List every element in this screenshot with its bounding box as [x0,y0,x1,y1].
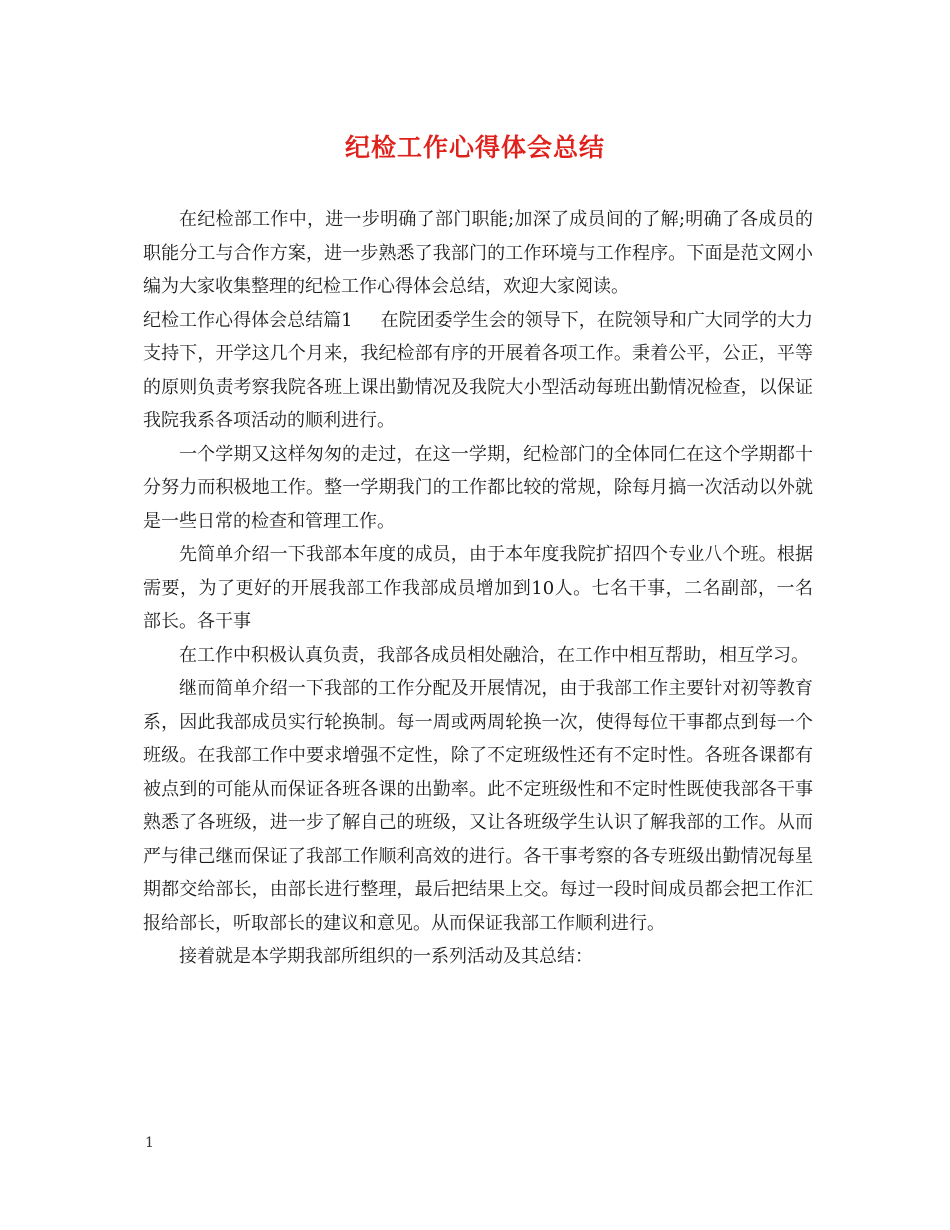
body-paragraph-5: 接着就是本学期我部所组织的一系列活动及其总结： [179,946,593,967]
section-heading: 纪检工作心得体会总结篇1 [143,309,353,331]
body-paragraph-3: 在工作中积极认真负责，我部各成员相处融洽，在工作中相互帮助，相互学习。 [179,644,809,666]
section-text: 在院团委学生会的领导下，在院领导和广大同学的大力支持下，开学这几个月来，我纪检部有序的开展着各项工作。秉着公平，公正，平等的原则负责考察我院各班上课出勤情况及我院大小型活动每班出勤情况检查，以保证我院我系各项活动的顺利进行。 [143,309,813,431]
body-paragraph-2: 先简单介绍一下我部本年度的成员，由于本年度我院扩招四个专业八个班。根据需要，为了更好的开展我部工作我部成员增加到10人。七名干事，二名副部，一名部长。各干事 [143,544,813,632]
document-title: 纪检工作心得体会总结 [344,133,605,162]
intro-paragraph: 在纪检部工作中，进一步明确了部门职能;加深了成员间的了解;明确了各成员的职能分工与合作方案，进一步熟悉了我部门的工作环境与工作程序。下面是范文网小编为大家收集整理的纪检工作心得体会总结，欢迎大家阅读。 [143,209,813,297]
body-paragraph-4: 继而简单介绍一下我部的工作分配及开展情况，由于我部工作主要针对初等教育系，因此我部成员实行轮换制。每一周或两周轮换一次，使得每位干事都点到每一个班级。在我部工作中要求增强不定性，除了不定班级性还有不定时性。各班各课都有被点到的可能从而保证各班各课的出勤率。此不定班级性和不定时性既使我部各干事熟悉了各班级，进一步了解自己的班级，又让各班级学生认识了解我部的工作。从而严与律己继而保证了我部工作顺利高效的进行。各干事考察的各专班级出勤情况每星期都交给部长，由部长进行整理，最后把结果上交。每过一段时间成员都会把工作汇报给部长，听取部长的建议和意见。从而保证我部工作顺利进行。 [143,678,813,934]
page-number: 1 [145,1135,154,1151]
body-paragraph-1: 一个学期又这样匆匆的走过，在这一学期，纪检部门的全体同仁在这个学期都十分努力而积极地工作。整一学期我门的工作都比较的常规，除每月搞一次活动以外就是一些日常的检查和管理工作。 [143,443,813,532]
document-body [143,203,813,974]
section-paragraph [143,304,813,438]
